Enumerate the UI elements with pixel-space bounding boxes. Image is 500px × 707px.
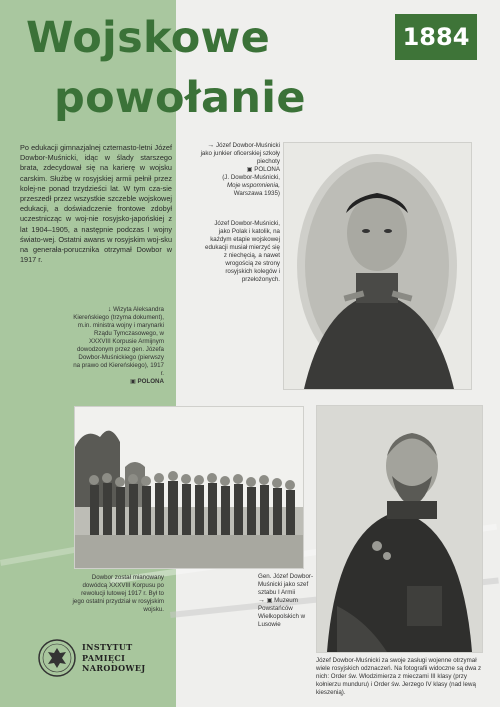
general-photo (316, 405, 483, 653)
portrait-caption (200, 142, 280, 198)
institution-line-3: NARODOWEJ (82, 663, 146, 673)
camera-icon: ▣ (266, 598, 273, 604)
portrait-photo (283, 142, 472, 390)
arrow-right-icon: → (207, 142, 215, 149)
portrait-credit: POLONA (254, 166, 280, 173)
camera-icon: ▣ (246, 167, 253, 173)
eagle-emblem-icon (38, 639, 76, 677)
group-caption (72, 306, 164, 386)
title-line-1: Wojskowe (26, 13, 271, 63)
general-credit: Muzeum Powstańców Wielkopolskich w Lusowie (258, 597, 306, 628)
institution-line-2: PAMIĘCI (82, 652, 126, 663)
title-line-2: powołanie (54, 73, 306, 123)
arrow-down-icon: ↓ (107, 306, 112, 313)
general-caption (258, 573, 314, 629)
intro-paragraph: Po edukacji gimnazjalnej czternasto-letni Józef Dowbor-Muśnicki, idąc w ślady starszego brata, zdecydował się na karierę w wojsku carskim. Służbę w rosyjskiej armii pełnił przez kolej-ne ponad trzydzieści lat. W tym cza-sie przeszedł przez wszystkie szczeble wojskowej edukacji, a doświadczenie frontowe zdobył uczestnicząc w woj-nie rosyjsko-japońskiej z lat 1904–1905, a następnie podczas I wojny świato-wej. Ostatni awans w rosyjskim woj-sku na generała-porucznika otrzymał Dowbor w 1917 r. (20, 143, 172, 265)
year-badge: 1884 (395, 14, 477, 60)
institution-name (82, 642, 146, 674)
portrait-note: Józef Dowbor-Muśnicki, jako Polak i katolik, na każdym etapie wojskowej edukacji musiał mierzyć się z niechęcią, a nawet wrogością ze strony rosyjskich kolegów i przełożonych. (205, 220, 280, 283)
portrait-source-place: Warszawa 1935) (233, 190, 280, 197)
group-credit: POLONA (137, 378, 164, 385)
group-photo (74, 406, 304, 569)
general-caption-text: Gen. Józef Dowbor-Muśnicki jako szef sztabu I Armii (258, 573, 314, 596)
portrait-caption-text: Józef Dowbor-Muśnicki jako junkier oficerskiej szkoły piechoty (200, 142, 280, 165)
arrow-right-icon: → (258, 597, 265, 604)
camera-icon: ▣ (130, 379, 136, 385)
institution-line-1: INSTYTUT (82, 642, 133, 652)
portrait-source-book: Moje wspomnienia, (227, 182, 280, 189)
corps-caption: Dowbor został mianowany dowódcą XXXVIII Korpusu po rewolucji lutowej 1917 r. Był to jego ostatni przydział w rosyjskim wojsku. (72, 574, 164, 613)
orders-caption: Józef Dowbor-Muśnicki za swoje zasługi wojenne otrzymał wiele rosyjskich odznaczeń. Na fotografii widoczne są dwa z nich: Order św. Włodzimierza z mieczami III klasy (przy kołnierzu munduru) i Order św. Jerzego IV klasy (nad lewą kieszenią). (316, 657, 482, 696)
ipn-logo (38, 639, 76, 677)
group-caption-text: Wizyta Aleksandra Kiereńskiego (trzyma dokument), m.in. ministra wojny i marynarki Rządu Tymczasowego, w XXXVIII Korpusie Armijnym dowodzonym przez gen. Józefa Dowbor-Muśnickiego (pierwszy na prawo od Kiereńskiego), 1917 r. (73, 306, 164, 377)
portrait-source: (J. Dowbor-Muśnicki, (222, 174, 280, 181)
